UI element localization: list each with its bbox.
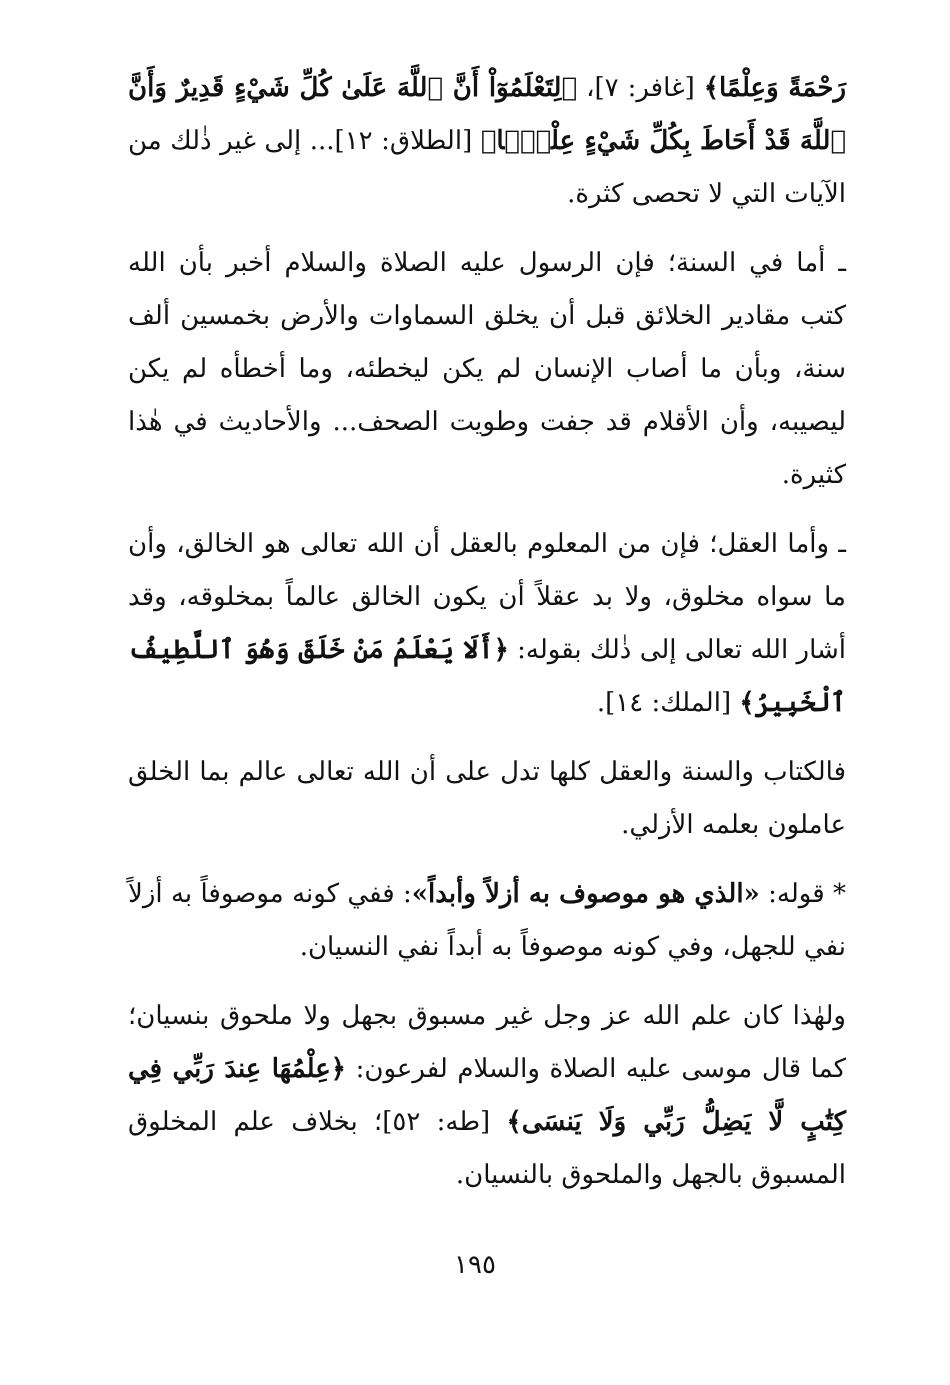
quran-verse-mulk: ﴿أَلَا يَعْلَمُ مَنْ خَلَقَ وَهُوَ ٱللَّطِيفُ ٱلْخَبِيرُ﴾ [128,635,846,718]
paragraph-text: ولهٰذا كان علم الله عز وجل غير مسبوق بجهل ولا ملحوق بنسيان؛ كما قال موسى عليه الصلاة والسلام لفرعون: [128,1001,846,1084]
paragraph-commentary [128,868,846,974]
paragraph-musa [128,990,846,1202]
paragraph-text: فالكتاب والسنة والعقل كلها تدل على أن الله تعالى عالم بما الخلق عاملون بعلمه الأزلي. [128,757,846,840]
paragraph-quran-citations [128,62,846,221]
paragraph-sunnah [128,237,846,502]
paragraph-text: ـ وأما العقل؛ فإن من المعلوم بالعقل أن الله تعالى هو الخالق، وأن ما سواه مخلوق، ولا بد عقلاً أن يكون الخالق عالماً بمخلوقه، وقد أشار الله تعالى إلى ذٰلك بقوله: [128,529,847,665]
paragraph-conclusion [128,746,846,852]
quran-verse-talaq: ﴿لِتَعْلَمُوٓاْ أَنَّ ٱللَّهَ عَلَىٰ كُلِّ شَيْءٍ قَدِيرٌ وَأَنَّ ٱللَّهَ قَدْ أَحَاطَ بِكُلِّ شَيْءٍ عِلْمَۢا﴾ [128,73,847,156]
page-number: ١٩٥ [454,1250,496,1280]
quoted-phrase: «الذي هو موصوف به أزلاً وأبداً» [411,879,760,909]
citation-ghafir: [غافر: ٧]، [577,73,704,103]
citation-mulk: [الملك: ١٤]. [596,688,740,718]
paragraph-reason [128,518,846,730]
paragraph-text: [الطلاق: ١٢]... إلى غير ذٰلك من الآيات التي لا تحصى كثرة. [128,126,846,209]
quran-verse-ghafir: رَحْمَةً وَعِلْمًا﴾ [703,73,847,103]
paragraph-text: [طه: ٥٢]؛ بخلاف علم المخلوق المسبوق بالجهل والملحوق بالنسيان. [128,1107,846,1190]
paragraph-text: ـ أما في السنة؛ فإن الرسول عليه الصلاة والسلام أخبر بأن الله كتب مقادير الخلائق قبل أن يخلق السماوات والأرض بخمسين ألف سنة، وبأن ما أصاب الإنسان لم يكن ليخطئه، وما أخطأه لم يكن ليصيبه، وأن الأقلام قد جفت وطويت الصحف... والأحاديث في هٰذا كثيرة. [128,248,846,490]
page-body [128,62,846,1218]
paragraph-text: * قوله: [759,879,846,909]
paragraph-text: : ففي كونه موصوفاً به أزلاً نفي للجهل، وفي كونه موصوفاً به أبداً نفي النسيان. [128,879,846,962]
quran-verse-taha: ﴿عِلْمُهَا عِندَ رَبِّي فِي كِتَٰبٍ لَّا يَضِلُّ رَبِّي وَلَا يَنسَى﴾ [128,1054,846,1137]
